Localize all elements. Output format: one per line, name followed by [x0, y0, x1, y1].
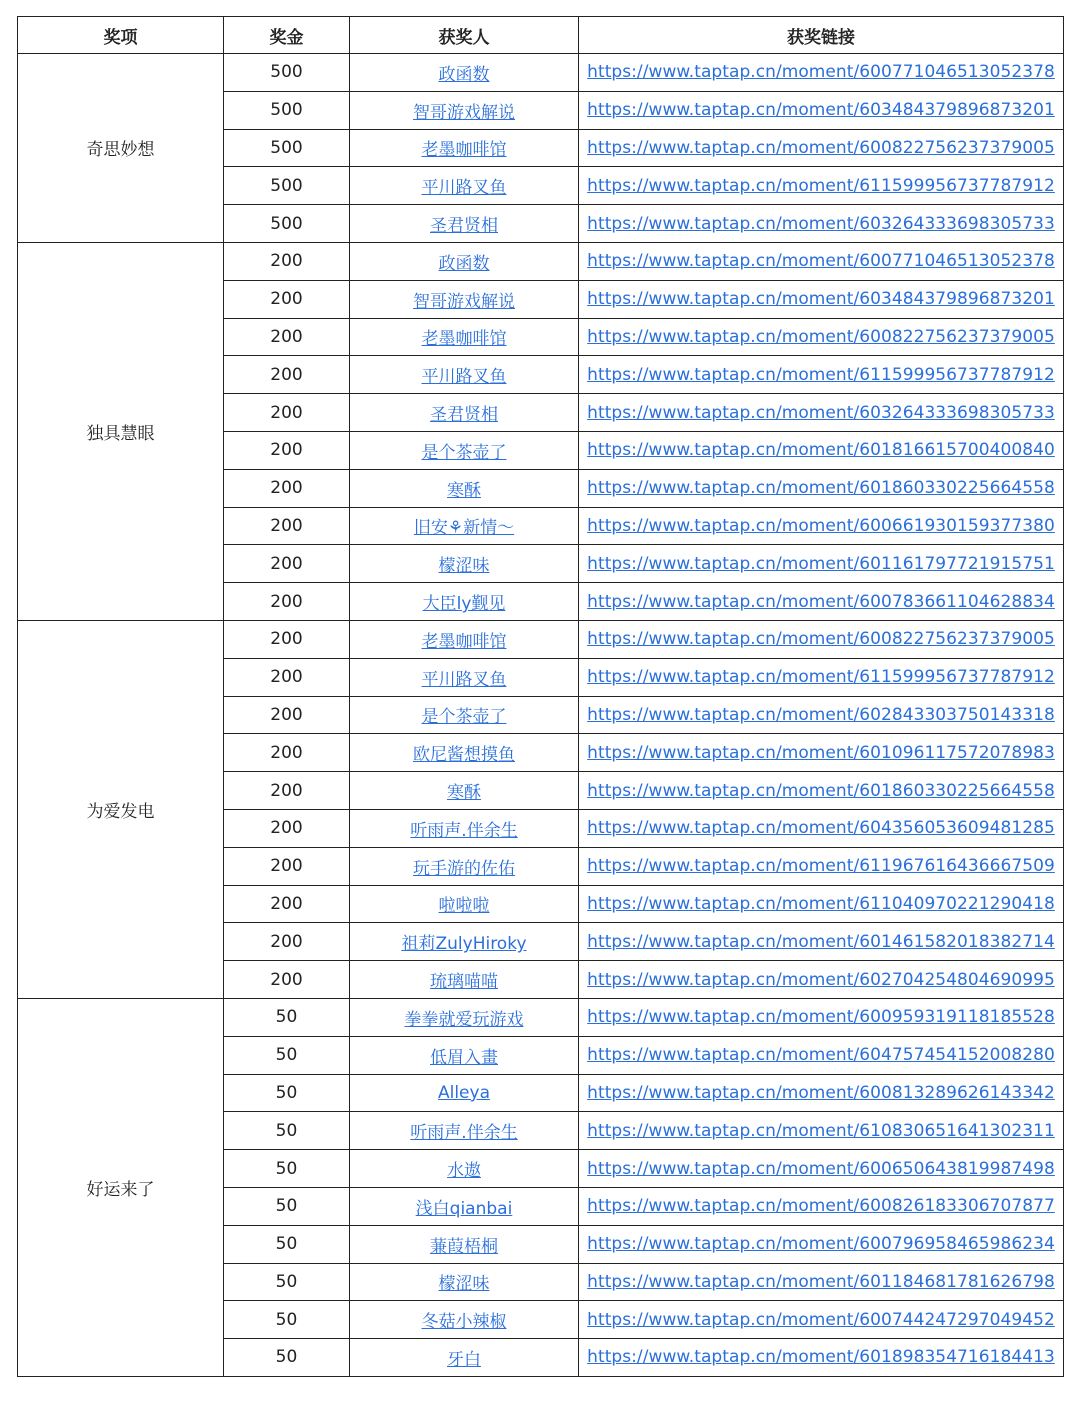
- winner-link[interactable]: 浅白qianbai: [415, 1198, 513, 1219]
- moment-url-link[interactable]: https://www.taptap.cn/moment/611599956737787912: [587, 364, 1055, 385]
- link-cell: [579, 847, 1064, 885]
- winner-link[interactable]: 听雨声.伴余生: [410, 820, 518, 841]
- winner-link[interactable]: 水遨: [447, 1161, 481, 1181]
- prize-cell: 50: [224, 1112, 350, 1150]
- header-award: 奖项: [18, 17, 224, 54]
- winner-link[interactable]: 拳拳就爱玩游戏: [404, 1009, 524, 1030]
- table-row: [18, 54, 1064, 92]
- link-cell: [579, 356, 1064, 394]
- winner-cell: [350, 318, 579, 356]
- winner-cell: [350, 923, 579, 961]
- prize-cell: 50: [224, 1339, 350, 1377]
- winner-cell: [350, 545, 579, 583]
- moment-url-link[interactable]: https://www.taptap.cn/moment/601184681781626798: [587, 1271, 1055, 1292]
- moment-url-link[interactable]: https://www.taptap.cn/moment/600959319118185528: [587, 1007, 1055, 1028]
- winner-cell: [350, 847, 579, 885]
- winner-link[interactable]: 是个茶壶了: [421, 442, 507, 463]
- moment-url-link[interactable]: https://www.taptap.cn/moment/604356053609481285: [587, 818, 1055, 839]
- prize-cell: 500: [224, 129, 350, 167]
- link-cell: [579, 734, 1064, 772]
- award-name-cell: 奇思妙想: [18, 54, 224, 243]
- winner-link[interactable]: 圣君贤相: [430, 216, 498, 237]
- moment-url-link[interactable]: https://www.taptap.cn/moment/600771046513052378: [587, 62, 1055, 83]
- link-cell: [579, 394, 1064, 432]
- winner-cell: [350, 885, 579, 923]
- winner-cell: [350, 242, 579, 280]
- moment-url-link[interactable]: https://www.taptap.cn/moment/601461582018382714: [587, 931, 1055, 952]
- moment-url-link[interactable]: https://www.taptap.cn/moment/600661930159377380: [587, 515, 1055, 536]
- link-cell: [579, 1150, 1064, 1188]
- moment-url-link[interactable]: https://www.taptap.cn/moment/600771046513052378: [587, 251, 1055, 272]
- prize-cell: 200: [224, 961, 350, 999]
- prize-cell: 500: [224, 167, 350, 205]
- winner-cell: [350, 54, 579, 92]
- moment-url-link[interactable]: https://www.taptap.cn/moment/600822756237379005: [587, 326, 1055, 347]
- link-cell: [579, 696, 1064, 734]
- prize-cell: 200: [224, 318, 350, 356]
- prize-cell: 200: [224, 734, 350, 772]
- moment-url-link[interactable]: https://www.taptap.cn/moment/601860330225664558: [587, 478, 1055, 499]
- winner-cell: [350, 809, 579, 847]
- moment-url-link[interactable]: https://www.taptap.cn/moment/601860330225664558: [587, 780, 1055, 801]
- link-cell: [579, 1225, 1064, 1263]
- link-cell: [579, 961, 1064, 999]
- link-cell: [579, 1074, 1064, 1112]
- winner-link[interactable]: 欧尼酱想摸鱼: [413, 745, 515, 766]
- moment-url-link[interactable]: https://www.taptap.cn/moment/611599956737787912: [587, 175, 1055, 196]
- winner-link[interactable]: 琉璃喵喵: [430, 972, 498, 993]
- moment-url-link[interactable]: https://www.taptap.cn/moment/600650643819987498: [587, 1158, 1055, 1179]
- winner-cell: [350, 1263, 579, 1301]
- prize-cell: 500: [224, 205, 350, 243]
- award-name-cell: 好运来了: [18, 998, 224, 1376]
- winner-cell: [350, 620, 579, 658]
- winner-cell: [350, 696, 579, 734]
- winner-cell: [350, 961, 579, 999]
- link-cell: [579, 205, 1064, 243]
- link-cell: [579, 507, 1064, 545]
- prize-cell: 200: [224, 431, 350, 469]
- link-cell: [579, 280, 1064, 318]
- link-cell: [579, 129, 1064, 167]
- prize-cell: 200: [224, 280, 350, 318]
- moment-url-link[interactable]: https://www.taptap.cn/moment/601898354716184413: [587, 1347, 1055, 1368]
- prize-cell: 200: [224, 583, 350, 621]
- winner-link[interactable]: 老墨咖啡馆: [421, 140, 507, 161]
- moment-url-link[interactable]: https://www.taptap.cn/moment/611040970221290418: [587, 893, 1055, 914]
- prize-cell: 50: [224, 1187, 350, 1225]
- winner-link[interactable]: 听雨声.伴余生: [410, 1123, 518, 1144]
- winner-link[interactable]: 寒酥: [447, 783, 481, 804]
- moment-url-link[interactable]: https://www.taptap.cn/moment/604757454152008280: [587, 1045, 1055, 1066]
- link-cell: [579, 469, 1064, 507]
- moment-url-link[interactable]: https://www.taptap.cn/moment/600796958465986234: [587, 1234, 1055, 1255]
- winner-cell: [350, 1187, 579, 1225]
- winner-link[interactable]: 檬涩味: [438, 1274, 490, 1295]
- link-cell: [579, 545, 1064, 583]
- winner-link[interactable]: 祖莉ZulyHiroky: [401, 934, 527, 955]
- winner-link[interactable]: 平川路叉鱼: [421, 178, 507, 199]
- link-cell: [579, 318, 1064, 356]
- winner-cell: [350, 91, 579, 129]
- winner-link[interactable]: 圣君贤相: [430, 405, 498, 426]
- header-prize: 奖金: [224, 17, 350, 54]
- winner-link[interactable]: 寒酥: [447, 480, 481, 501]
- moment-url-link[interactable]: https://www.taptap.cn/moment/601096117572078983: [587, 742, 1055, 763]
- winner-cell: [350, 280, 579, 318]
- moment-url-link[interactable]: https://www.taptap.cn/moment/600822756237379005: [587, 629, 1055, 650]
- winner-link[interactable]: 老墨咖啡馆: [421, 329, 507, 350]
- link-cell: [579, 998, 1064, 1036]
- header-link: 获奖链接: [579, 17, 1064, 54]
- moment-url-link[interactable]: https://www.taptap.cn/moment/610830651641302311: [587, 1120, 1055, 1141]
- winner-cell: [350, 734, 579, 772]
- link-cell: [579, 91, 1064, 129]
- table-row: [18, 242, 1064, 280]
- table-body: [18, 54, 1064, 1377]
- prize-cell: 500: [224, 91, 350, 129]
- winner-link[interactable]: 政函数: [438, 253, 490, 274]
- awards-table: [17, 16, 1064, 1377]
- prize-cell: 50: [224, 998, 350, 1036]
- link-cell: [579, 658, 1064, 696]
- moment-url-link[interactable]: https://www.taptap.cn/moment/603484379896873201: [587, 289, 1055, 310]
- prize-cell: 200: [224, 923, 350, 961]
- winner-cell: [350, 394, 579, 432]
- winner-cell: [350, 1225, 579, 1263]
- winner-cell: [350, 1301, 579, 1339]
- winner-link[interactable]: 平川路叉鱼: [421, 669, 507, 690]
- winner-cell: [350, 1112, 579, 1150]
- moment-url-link[interactable]: https://www.taptap.cn/moment/602843303750143318: [587, 704, 1055, 725]
- winner-link[interactable]: 旧安⚘新情～: [413, 518, 515, 539]
- link-cell: [579, 431, 1064, 469]
- moment-url-link[interactable]: https://www.taptap.cn/moment/602704254804690995: [587, 969, 1055, 990]
- link-cell: [579, 772, 1064, 810]
- link-cell: [579, 1187, 1064, 1225]
- prize-cell: 200: [224, 658, 350, 696]
- moment-url-link[interactable]: https://www.taptap.cn/moment/600813289626143342: [587, 1082, 1055, 1103]
- link-cell: [579, 1301, 1064, 1339]
- link-cell: [579, 54, 1064, 92]
- winner-cell: [350, 658, 579, 696]
- link-cell: [579, 167, 1064, 205]
- winner-link[interactable]: 低眉入畫: [430, 1047, 498, 1068]
- link-cell: [579, 1339, 1064, 1377]
- prize-cell: 200: [224, 356, 350, 394]
- moment-url-link[interactable]: https://www.taptap.cn/moment/603264333698305733: [587, 213, 1055, 234]
- prize-cell: 50: [224, 1036, 350, 1074]
- link-cell: [579, 583, 1064, 621]
- moment-url-link[interactable]: https://www.taptap.cn/moment/600783661104628834: [587, 591, 1055, 612]
- prize-cell: 50: [224, 1301, 350, 1339]
- moment-url-link[interactable]: https://www.taptap.cn/moment/603484379896873201: [587, 100, 1055, 121]
- table-row: [18, 620, 1064, 658]
- link-cell: [579, 1036, 1064, 1074]
- prize-cell: 500: [224, 54, 350, 92]
- winner-cell: [350, 431, 579, 469]
- winner-link[interactable]: 大臣ly觐见: [422, 594, 506, 615]
- table-row: [18, 998, 1064, 1036]
- winner-link[interactable]: 智哥游戏解说: [413, 291, 515, 312]
- winner-cell: [350, 129, 579, 167]
- winner-link[interactable]: 牙白: [447, 1349, 481, 1370]
- prize-cell: 200: [224, 394, 350, 432]
- moment-url-link[interactable]: https://www.taptap.cn/moment/601816615700400840: [587, 440, 1055, 461]
- link-cell: [579, 620, 1064, 658]
- moment-url-link[interactable]: https://www.taptap.cn/moment/611967616436667509: [587, 856, 1055, 877]
- winner-cell: [350, 1339, 579, 1377]
- winner-link[interactable]: 是个茶壶了: [421, 707, 507, 728]
- prize-cell: 200: [224, 620, 350, 658]
- winner-link[interactable]: 冬菇小辣椒: [421, 1312, 507, 1333]
- winner-cell: [350, 356, 579, 394]
- prize-cell: 50: [224, 1263, 350, 1301]
- link-cell: [579, 885, 1064, 923]
- moment-url-link[interactable]: https://www.taptap.cn/moment/600744247297049452: [587, 1309, 1055, 1330]
- winner-link[interactable]: Alleya: [437, 1082, 490, 1103]
- header-row: [18, 17, 1064, 54]
- winner-cell: [350, 772, 579, 810]
- prize-cell: 200: [224, 545, 350, 583]
- moment-url-link[interactable]: https://www.taptap.cn/moment/600822756237379005: [587, 137, 1055, 158]
- prize-cell: 50: [224, 1074, 350, 1112]
- link-cell: [579, 1112, 1064, 1150]
- link-cell: [579, 923, 1064, 961]
- header-winner: 获奖人: [350, 17, 579, 54]
- prize-cell: 200: [224, 696, 350, 734]
- winner-cell: [350, 1036, 579, 1074]
- winner-link[interactable]: 啦啦啦: [438, 896, 490, 917]
- winner-link[interactable]: 平川路叉鱼: [421, 367, 507, 388]
- prize-cell: 200: [224, 847, 350, 885]
- prize-cell: 200: [224, 772, 350, 810]
- moment-url-link[interactable]: https://www.taptap.cn/moment/600826183306707877: [587, 1196, 1055, 1217]
- prize-cell: 200: [224, 469, 350, 507]
- winner-cell: [350, 167, 579, 205]
- winner-cell: [350, 1074, 579, 1112]
- moment-url-link[interactable]: https://www.taptap.cn/moment/603264333698305733: [587, 402, 1055, 423]
- winner-link[interactable]: 政函数: [438, 64, 490, 85]
- award-name-cell: 独具慧眼: [18, 242, 224, 620]
- prize-cell: 200: [224, 242, 350, 280]
- winner-link[interactable]: 蒹葭梧桐: [430, 1236, 498, 1257]
- prize-cell: 200: [224, 507, 350, 545]
- winner-cell: [350, 1150, 579, 1188]
- prize-cell: 200: [224, 809, 350, 847]
- winner-cell: [350, 507, 579, 545]
- link-cell: [579, 242, 1064, 280]
- winner-cell: [350, 998, 579, 1036]
- winner-cell: [350, 469, 579, 507]
- winner-link[interactable]: 老墨咖啡馆: [421, 631, 507, 652]
- link-cell: [579, 809, 1064, 847]
- award-name-cell: 为爱发电: [18, 620, 224, 998]
- winner-cell: [350, 583, 579, 621]
- moment-url-link[interactable]: https://www.taptap.cn/moment/611599956737787912: [587, 667, 1055, 688]
- link-cell: [579, 1263, 1064, 1301]
- winner-cell: [350, 205, 579, 243]
- prize-cell: 200: [224, 885, 350, 923]
- winner-link[interactable]: 檬涩味: [438, 556, 490, 577]
- prize-cell: 50: [224, 1225, 350, 1263]
- winner-link[interactable]: 玩手游的佐佑: [413, 858, 515, 879]
- winner-link[interactable]: 智哥游戏解说: [413, 102, 515, 123]
- moment-url-link[interactable]: https://www.taptap.cn/moment/601161797721915751: [587, 553, 1055, 574]
- prize-cell: 50: [224, 1150, 350, 1188]
